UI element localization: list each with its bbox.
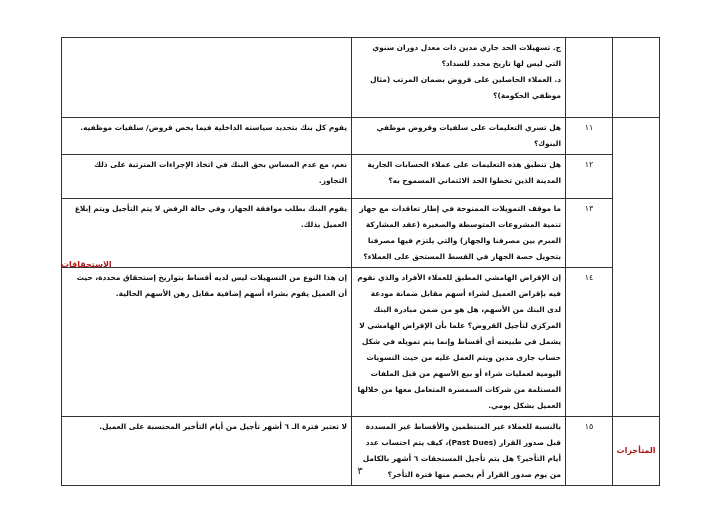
answer-cell: لا تعتبر فترة الـ ٦ أشهر تأجيل من أيام التأخير المحتسبة على العميل. xyxy=(62,417,352,486)
category-label: المتأخرات xyxy=(613,417,660,486)
question-cell: ما موقف التمويلات الممنوحة في إطار تعاقدات مع جهاز تنمية المشروعات المتوسطة والصغيرة (عقد المشاركة المبرم بين مصرفنا والجهاز) والتي يلتزم فيها مصرفنا بتحويل حصة الجهاز في القسط المستحق على العملاء؟ xyxy=(352,199,566,268)
row-number xyxy=(566,38,613,118)
question-cell: إن الإقراض الهامشي المطبق للعملاء الأفراد والذي نقوم فيه بإقراض العميل لشراء أسهم مقابل ضمانة مودعة لدى البنك من الأسهم، هل هو من ضمن مبادرة البنك المركزي لتأجيل القروض؟ علما بأن الإقراض الهامشي لا يشمل في طبيعته أي أقساط وإنما يتم تمويله في شكل حساب جارى مدين ويتم العمل عليه من حيث التسويات اليومية لعمليات شراء أو بيع الأسهم من قبل الملفات المستلمة من شركات السمسرة المتعامل معها من خلالها العميل بشكل يومي. xyxy=(352,268,566,417)
row-number: ١٤ xyxy=(566,268,613,417)
question-cell: هل تسري التعليمات على سلفيات وقروض موظفي البنوك؟ xyxy=(352,118,566,155)
page-number: ٣ xyxy=(357,466,363,477)
question-cell xyxy=(352,38,566,118)
category-cell xyxy=(613,118,660,417)
answer-cell: إن هذا النوع من التسهيلات ليس لديه أقساط بتواريخ إستحقاق محددة، حيث أن العميل يقوم بشراء أسهم إضافية مقابل رهن الأسهم الحالية. xyxy=(62,268,352,417)
faq-table xyxy=(61,37,660,486)
question-cell: هل تنطبق هذه التعليمات على عملاء الحسابات الجارية المدينة الذين تخطوا الحد الائتماني المسموح به؟ xyxy=(352,155,566,199)
table-row xyxy=(62,199,660,268)
row-number: ١٥ xyxy=(566,417,613,486)
row-number: ١٢ xyxy=(566,155,613,199)
category-label: الاستحقاقات xyxy=(61,260,112,269)
table-row xyxy=(62,38,660,118)
answer-cell: يقوم كل بنك بتحديد سياسته الداخلية فيما يخص قروض/ سلفيات موظفيه. xyxy=(62,118,352,155)
sub-question-d: د. العملاء الحاصلين على قروض بضمان المرتب (مثال موظفي الحكومة)؟ xyxy=(370,75,561,100)
answer-cell: يقوم البنك بطلب موافقة الجهاز، وفي حالة الرفض لا يتم التأجيل ويتم إبلاغ العميل بذلك. xyxy=(62,199,352,268)
table-row xyxy=(62,155,660,199)
row-number: ١٣ xyxy=(566,199,613,268)
table-row xyxy=(62,268,660,417)
question-cell: بالنسبة للعملاء غير المنتظمين والأقساط غير المسددة قبل صدور القرار (Past Dues)، كيف يتم احتساب عدد أيام التأخير؟ هل يتم تأجيل المستحقات ٦ أشهر بالكامل من يوم صدور القرار أم يخصم منها فترة التأخر؟ xyxy=(352,417,566,486)
table-row xyxy=(62,118,660,155)
sub-question-c: ج. تسهيلات الحد جاري مدين ذات معدل دوران سنوي التي ليس لها تاريخ محدد للسداد؟ xyxy=(372,43,561,68)
answer-cell xyxy=(62,38,352,118)
answer-cell: نعم، مع عدم المساس بحق البنك في اتخاذ الإجراءات المترتبة على ذلك التجاوز. xyxy=(62,155,352,199)
row-number: ١١ xyxy=(566,118,613,155)
category-cell xyxy=(613,38,660,118)
